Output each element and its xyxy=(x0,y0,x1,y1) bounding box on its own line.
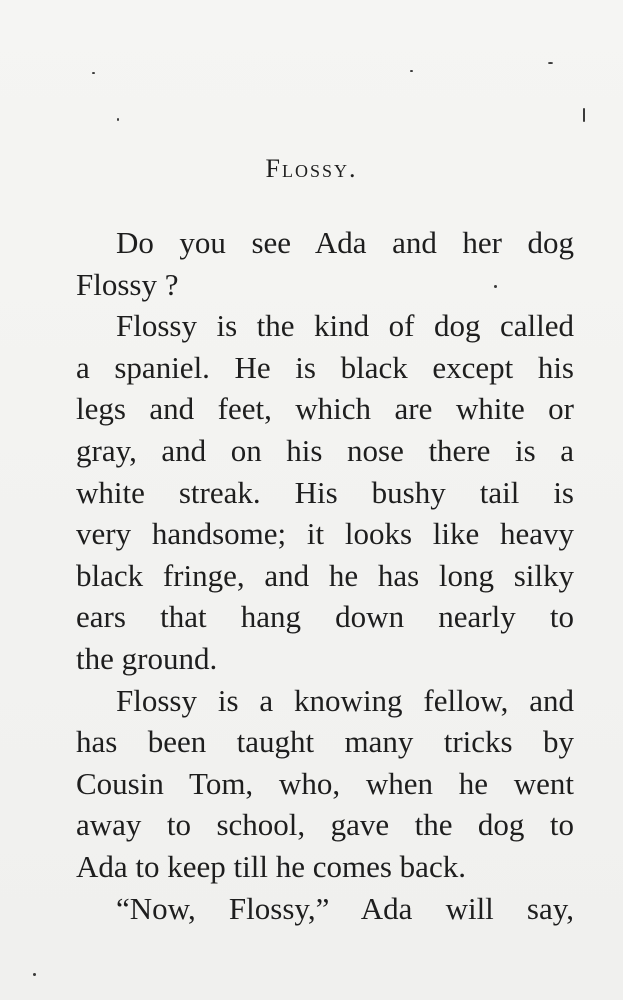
text-line: ears that hang down nearly to xyxy=(76,599,574,635)
text-line: the ground. xyxy=(76,640,218,676)
text-line: Ada to keep till he comes back. xyxy=(76,848,466,884)
body-text xyxy=(76,222,574,929)
text-line: Flossy ? xyxy=(76,266,179,302)
text-line: very handsome; it looks like heavy xyxy=(76,516,574,552)
ink-speck xyxy=(583,108,585,122)
text-line: “Now, Flossy,” Ada will say, xyxy=(116,890,574,926)
chapter-heading: Flossy. xyxy=(265,154,358,183)
ink-speck xyxy=(33,973,36,976)
text-line: white streak. His bushy tail is xyxy=(76,474,574,510)
text-line: gray, and on his nose there is a xyxy=(76,432,574,468)
text-line: a spaniel. He is black except his xyxy=(76,349,574,385)
text-line: Do you see Ada and her dog xyxy=(116,225,574,260)
ink-speck xyxy=(410,70,413,72)
ink-speck xyxy=(117,118,119,121)
ink-speck xyxy=(548,62,553,64)
text-line: away to school, gave the dog to xyxy=(76,807,574,843)
text-line: Flossy is the kind of dog called xyxy=(116,308,574,344)
text-line: legs and feet, which are white or xyxy=(76,391,574,427)
text-line: Flossy is a knowing fellow, and xyxy=(116,682,574,718)
ink-speck xyxy=(92,72,95,74)
text-line: black fringe, and he has long silky xyxy=(76,557,574,593)
text-line: has been taught many tricks by xyxy=(76,724,574,760)
text-line: Cousin Tom, who, when he went xyxy=(76,765,574,801)
